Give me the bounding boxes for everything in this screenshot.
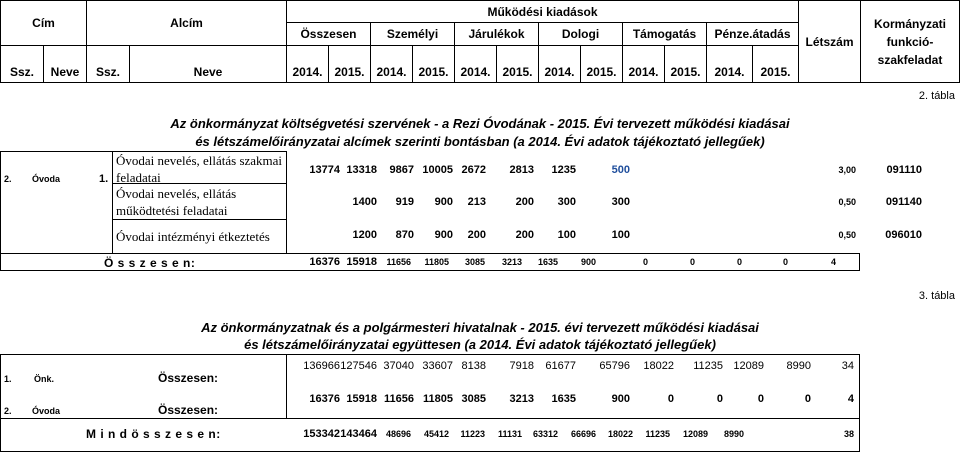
table-cell: 1400 (352, 196, 377, 208)
table-cell: 37040 (383, 360, 414, 372)
table-cell: 3085 (461, 393, 486, 405)
table2-cim-num: 2. (4, 174, 12, 184)
table3-row2-num: 2. (4, 406, 12, 416)
header-cim: Cím (1, 1, 87, 46)
table-cell: 0 (804, 393, 811, 405)
table-cell: 9867 (389, 164, 414, 176)
table-cell: 33607 (422, 360, 453, 372)
divider (286, 151, 287, 253)
table-cell: 0 (757, 393, 764, 405)
header-ssz-1: Ssz. (1, 46, 44, 83)
table-cell: 8990 (723, 429, 744, 439)
header-kormanyzati: Kormányzati funkció-szakfeladat (861, 1, 960, 83)
table-cell: 0 (667, 393, 674, 405)
table-cell: 66696 (570, 429, 596, 439)
table-cell: 4 (830, 257, 836, 267)
table-cell: 200 (515, 229, 534, 241)
table-cell: 0 (782, 257, 788, 267)
table-cell: 2672 (461, 164, 486, 176)
header-year: 2015. (497, 46, 539, 83)
table-cell: 091110 (886, 164, 922, 176)
table-cell: 16376 (309, 393, 340, 405)
table-cell: 0 (736, 257, 742, 267)
table-cell: 3213 (509, 393, 534, 405)
table3-title-line2: és létszámelőirányzatai együttesen (a 2014. Évi adatok tájékoztató jellegűek) (244, 337, 716, 352)
header-alcim: Alcím (87, 1, 287, 46)
header-year: 2015. (753, 46, 799, 83)
table-cell: 38 (843, 429, 854, 439)
header-jarulekok: Járulékok (455, 23, 539, 46)
table-cell: 15918 (346, 256, 377, 268)
table-cell: 15918 (346, 393, 377, 405)
header-letszam: Létszám (799, 1, 861, 83)
header-neve-1: Neve (44, 46, 87, 83)
table-cell: 0 (642, 257, 648, 267)
divider (286, 354, 287, 418)
table-cell: 45412 (423, 429, 449, 439)
table-cell: 900 (580, 257, 596, 267)
table-cell: 16376 (309, 256, 340, 268)
table-cell: 34 (841, 360, 854, 372)
divider (0, 354, 1, 452)
table-cell: 919 (395, 196, 414, 208)
table3-row2-name: Óvoda (32, 406, 61, 416)
table-cell: 11235 (693, 360, 723, 372)
table-cell: 1635 (551, 393, 576, 405)
table-cell: 13774 (309, 164, 340, 176)
header-tamogatas: Támogatás (623, 23, 707, 46)
table-cell: 200 (515, 196, 534, 208)
table2-row1-label: Óvodai nevelés, ellátás szakmai (116, 153, 283, 168)
table-cell: 100 (557, 229, 576, 241)
table-cell: 13318 (346, 164, 377, 176)
table-cell: 1235 (551, 164, 576, 176)
column-header (0, 0, 960, 83)
table-cell: 096010 (885, 229, 922, 241)
table2-label: 2. tábla (918, 90, 955, 102)
divider (112, 219, 287, 220)
table2-row2-label: Óvodai nevelés, ellátás (116, 186, 237, 201)
table-cell: 900 (434, 229, 453, 241)
table3-title-line1: Az önkormányzatnak és a polgármesteri hivatalnak - 2015. évi tervezett működési kiadásai (201, 320, 759, 335)
table-cell: 213 (467, 196, 486, 208)
divider (0, 253, 860, 254)
header-year: 2014. (623, 46, 665, 83)
table-cell: 3085 (464, 257, 485, 267)
table-cell: 3,00 (838, 165, 856, 175)
header-year: 2014. (371, 46, 413, 83)
header-year: 2014. (707, 46, 753, 83)
table-cell: 143464 (340, 428, 377, 440)
header-year: 2015. (665, 46, 707, 83)
table-cell: 8990 (786, 360, 811, 372)
table3-row1-num: 1. (4, 374, 12, 384)
table-cell: 870 (395, 229, 414, 241)
header-year: 2015. (413, 46, 455, 83)
table-cell: 18022 (607, 429, 633, 439)
table-cell: 48696 (385, 429, 411, 439)
table-cell: 7918 (509, 360, 534, 372)
table3-row2-label: Összesen: (158, 403, 219, 417)
table-cell: 900 (611, 393, 630, 405)
table-cell: 300 (557, 196, 576, 208)
table-cell: 11235 (645, 429, 670, 439)
table-cell: 1200 (352, 229, 377, 241)
table2-title-line1: Az önkormányzat költségvetési szervének - a Rezi Óvodának - 2015. Évi tervezett működési kiadásai (170, 116, 790, 131)
table3-total-label: M i n d ö s s z e s e n: (86, 427, 221, 441)
header-dologi: Dologi (539, 23, 623, 46)
header-neve-2: Neve (130, 46, 287, 83)
table-cell: 0,50 (838, 230, 856, 240)
table-cell: 900 (434, 196, 453, 208)
header-year: 2014. (287, 46, 329, 83)
table-cell: 18022 (643, 360, 674, 372)
table-cell: 2813 (509, 164, 534, 176)
table-cell: 1635 (537, 257, 558, 267)
table-cell: 127546 (340, 360, 377, 372)
table-cell: 63312 (532, 429, 558, 439)
table2-row1-label-2: feladatai (116, 170, 161, 185)
divider (859, 354, 860, 452)
table-cell: 200 (467, 229, 486, 241)
table2-row2-label-2: működtetési feladatai (116, 203, 228, 218)
table-cell: 500 (611, 164, 630, 176)
table2-alcim-num: 1. (99, 173, 109, 185)
table3-row1-label: Összesen: (158, 371, 219, 385)
table-cell: 0,50 (838, 197, 856, 207)
divider (859, 253, 860, 271)
table-cell: 11805 (423, 393, 453, 405)
table-cell: 3213 (501, 257, 522, 267)
table-cell: 11805 (424, 257, 449, 267)
header-osszesen: Összesen (287, 23, 371, 46)
table-cell: 11223 (460, 429, 485, 439)
table-cell: 100 (611, 229, 630, 241)
table2-total-label: Ö s s z e s e n: (104, 256, 196, 270)
table2-title-line2: és létszámelőirányzatai alcímek szerinti bontásban (a 2014. Évi adatok tájékoztató jellegűek) (195, 134, 765, 149)
table-cell: 4 (847, 393, 854, 405)
table-cell: 136966 (303, 360, 340, 372)
divider (112, 151, 113, 253)
divider (0, 270, 860, 271)
table3-row1-name: Önk. (34, 374, 55, 384)
table-cell: 300 (611, 196, 630, 208)
table-cell: 0 (689, 257, 695, 267)
header-ssz-2: Ssz. (87, 46, 130, 83)
table-cell: 10005 (422, 164, 453, 176)
header-penzeatadas: Pénze.átadás (707, 23, 799, 46)
table-cell: 12089 (733, 360, 764, 372)
table2-cim-name: Óvoda (32, 174, 61, 184)
table-cell: 12089 (682, 429, 708, 439)
table-cell: 65796 (599, 360, 630, 372)
table-cell: 091140 (885, 196, 922, 208)
table-cell: 11656 (384, 393, 414, 405)
header-year: 2015. (329, 46, 371, 83)
table-cell: 11656 (386, 257, 411, 267)
header-year: 2015. (581, 46, 623, 83)
header-year: 2014. (539, 46, 581, 83)
table2-row3-label: Óvodai intézményi étkeztetés (116, 229, 270, 244)
divider (0, 418, 860, 419)
header-mukodesi-kiadasok: Működési kiadások (287, 1, 799, 23)
divider (0, 151, 287, 152)
table-cell: 0 (716, 393, 723, 405)
table-cell: 8138 (461, 360, 486, 372)
table-cell: 11131 (497, 429, 522, 439)
table-cell: 61677 (545, 360, 576, 372)
table-cell: 153342 (303, 428, 340, 440)
divider (0, 354, 860, 355)
header-szemelyi: Személyi (371, 23, 455, 46)
header-year: 2014. (455, 46, 497, 83)
table3-label: 3. tábla (918, 290, 955, 302)
